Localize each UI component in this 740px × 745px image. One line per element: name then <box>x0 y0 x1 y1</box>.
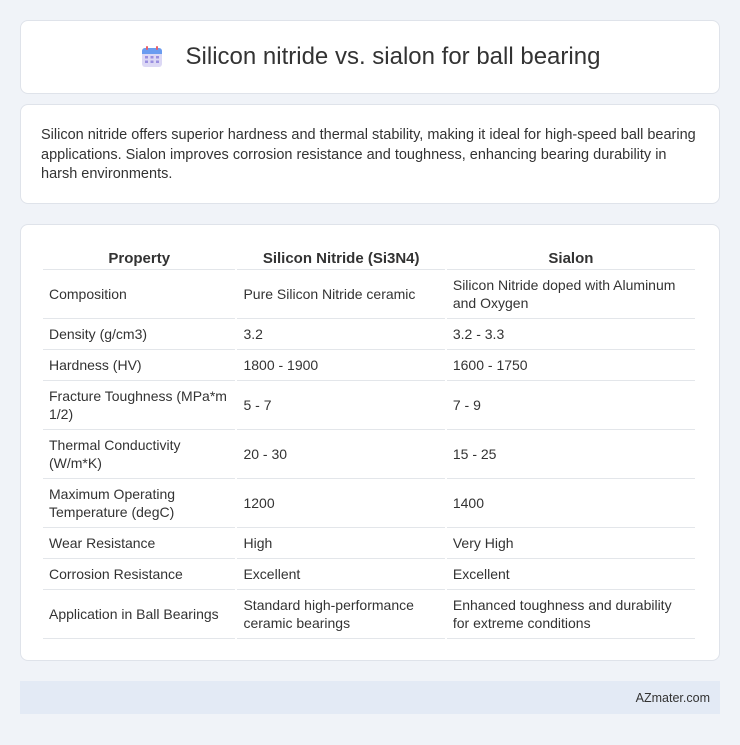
footer-bar <box>20 681 720 714</box>
cell-property: Maximum Operating Temperature (degC) <box>43 479 235 528</box>
cell-silicon-nitride: Pure Silicon Nitride ceramic <box>237 270 444 319</box>
table-row <box>43 528 695 559</box>
cell-sialon: Excellent <box>447 559 695 590</box>
cell-property: Composition <box>43 270 235 319</box>
column-header-property: Property <box>43 245 235 270</box>
table-row <box>43 479 695 528</box>
cell-silicon-nitride: 1200 <box>237 479 444 528</box>
cell-property: Thermal Conductivity (W/m*K) <box>43 430 235 479</box>
cell-sialon: Very High <box>447 528 695 559</box>
comparison-table <box>41 245 697 639</box>
cell-sialon: 1600 - 1750 <box>447 350 695 381</box>
cell-property: Density (g/cm3) <box>43 319 235 350</box>
cell-sialon: 3.2 - 3.3 <box>447 319 695 350</box>
cell-property: Fracture Toughness (MPa*m 1/2) <box>43 381 235 430</box>
description-text: Silicon nitride offers superior hardness and thermal stability, making it ideal for high-speed ball bearing applications. Sialon improves corrosion resistance and toughness, enhancing bearing durability in harsh environments. <box>41 127 696 182</box>
table-row <box>43 270 695 319</box>
cell-sialon: 7 - 9 <box>447 381 695 430</box>
cell-silicon-nitride: Excellent <box>237 559 444 590</box>
cell-property: Wear Resistance <box>43 528 235 559</box>
comparison-table-card <box>20 224 720 661</box>
cell-sialon: Enhanced toughness and durability for extreme conditions <box>447 590 695 639</box>
table-row <box>43 430 695 479</box>
column-header-silicon-nitride: Silicon Nitride (Si3N4) <box>237 245 444 270</box>
page-title: Silicon nitride vs. sialon for ball bearing <box>185 43 601 70</box>
description-card <box>20 104 720 204</box>
cell-sialon: 1400 <box>447 479 695 528</box>
cell-sialon: Silicon Nitride doped with Aluminum and Oxygen <box>447 270 695 319</box>
column-header-sialon: Sialon <box>447 245 695 270</box>
cell-silicon-nitride: High <box>237 528 444 559</box>
title-card <box>20 20 720 94</box>
table-row <box>43 381 695 430</box>
table-row <box>43 559 695 590</box>
table-row <box>43 350 695 381</box>
footer-source: AZmater.com <box>635 690 710 705</box>
cell-silicon-nitride: 20 - 30 <box>237 430 444 479</box>
table-row <box>43 319 695 350</box>
cell-property: Hardness (HV) <box>43 350 235 381</box>
cell-property: Corrosion Resistance <box>43 559 235 590</box>
table-row <box>43 590 695 639</box>
cell-silicon-nitride: Standard high-performance ceramic bearings <box>237 590 444 639</box>
cell-silicon-nitride: 3.2 <box>237 319 444 350</box>
cell-sialon: 15 - 25 <box>447 430 695 479</box>
cell-silicon-nitride: 5 - 7 <box>237 381 444 430</box>
calendar-icon <box>140 45 164 69</box>
cell-silicon-nitride: 1800 - 1900 <box>237 350 444 381</box>
cell-property: Application in Ball Bearings <box>43 590 235 639</box>
table-header-row <box>43 245 695 270</box>
